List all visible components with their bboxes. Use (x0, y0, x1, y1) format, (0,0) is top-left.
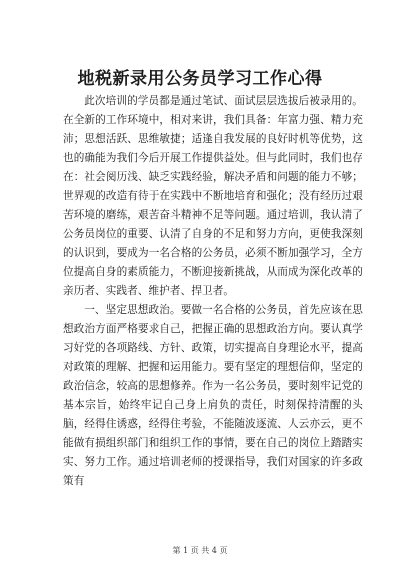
paragraph-intro: 此次培训的学员都是通过笔试、面试层层选拔后被录用的。在全新的工作环境中，相对来讲，我们具备：年富力强、精力充沛；思想活跃、思维敏捷；适逢自我发展的良好时机等优势，这也的确能为我们今后开展工作提供益处。但与此同时，我们也存在：社会阅历浅、缺乏实践经验，解决矛盾和问题的能力不够；世界观的改造有待于在实践中不断地培育和强化；没有经历过艰苦环境的磨练，艰苦奋斗精神不足等问题。通过培训，我认清了公务员岗位的重要、认清了自身的不足和努力方向，更使我深刻的认识到，要成为一名合格的公务员，必须不断加强学习，全方位提高自身的素质能力，不断迎接新挑战，从而成为深化改革的亲历者、实践者、维护者、捍卫者。 (63, 95, 363, 297)
paragraph-section-one: 一、坚定思想政治。要做一名合格的公务员，首先应该在思想政治方面严格要求自己，把握正确的思想政治方向。要认真学习好党的各项路线、方针、政策，切实提高自身理论水平，提高对政策的理解、把握和运用能力。要有坚定的理想信仰，坚定的政治信念，较高的思想修养。作为一名公务员，要时刻牢记党的基本宗旨，始终牢记自己身上肩负的责任，时刻保持清醒的头脑，经得住诱惑，经得住考验，不能随波逐流、人云亦云，更不能做有损组织部门和组织工作的事情，要在自己的岗位上踏踏实实、努力工作。通过培训老师的授课指导，我们对国家的许多政策有 (63, 304, 363, 487)
document-title: 地税新录用公务员学习工作心得 (77, 69, 323, 89)
document-body (63, 92, 363, 491)
page-footer: 第 1 页 共 4 页 (172, 546, 228, 555)
